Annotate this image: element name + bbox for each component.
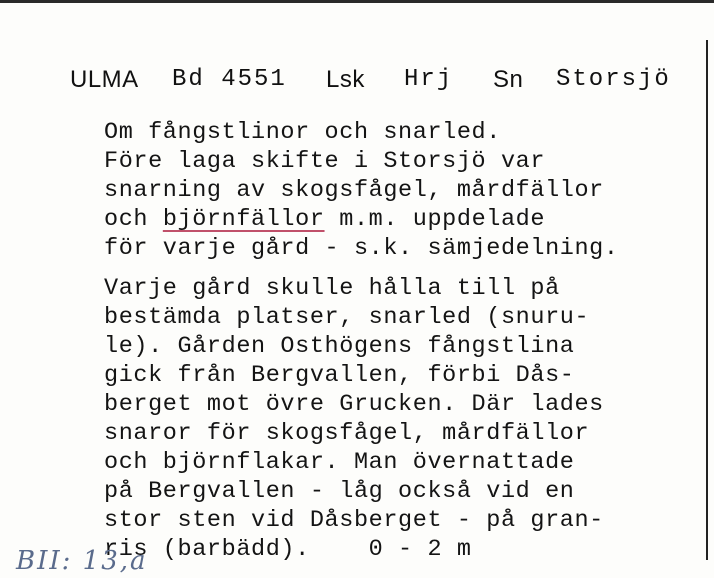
paragraph-2-line: le). Gården Osthögens fångstlina	[104, 333, 575, 360]
paragraph-1	[104, 118, 704, 263]
parish-name: Storsjö	[556, 66, 671, 93]
paragraph-2-line: gick från Bergvallen, förbi Dås-	[104, 362, 575, 389]
paragraph-2-line: ris (barbädd). 0 - 2 m	[104, 536, 472, 563]
landskap-label: Lsk	[326, 66, 365, 93]
paragraph-2-line: på Bergvallen - låg också vid en	[104, 478, 575, 505]
archive-code: ULMA	[70, 66, 139, 93]
paragraph-2-line: snaror för skogsfågel, mårdfällor	[104, 420, 590, 447]
paragraph-2-line: Varje gård skulle hålla till på	[104, 275, 560, 302]
harad-label: Hrj	[404, 66, 454, 93]
paragraph-1-line: Om fångstlinor och snarled.	[104, 119, 501, 146]
card-header	[0, 66, 714, 100]
paragraph-2-line: stor sten vid Dåsberget - på gran-	[104, 507, 604, 534]
paragraph-1-line: för varje gård - s.k. sämjedelning.	[104, 235, 619, 262]
card-right-edge	[706, 40, 708, 560]
line-text: och	[104, 206, 163, 233]
card-top-edge	[0, 0, 714, 3]
line-text: m.m. uppdelade	[324, 206, 546, 233]
paragraph-1-line	[104, 205, 704, 234]
socken-label: Sn	[493, 66, 524, 93]
volume-number: Bd 4551	[172, 66, 287, 93]
paragraph-2	[104, 274, 704, 564]
underlined-word: björnfällor	[162, 206, 325, 233]
paragraph-2-line: och björnflakar. Man övernattade	[104, 449, 575, 476]
paragraph-2-line: bestämda platser, snarled (snuru-	[104, 304, 590, 331]
paragraph-1-line: snarning av skogsfågel, mårdfällor	[104, 177, 604, 204]
handwritten-reference: BII: 13,a	[16, 546, 148, 576]
paragraph-1-line: Före laga skifte i Storsjö var	[104, 148, 546, 175]
paragraph-2-line: berget mot övre Grucken. Där lades	[104, 391, 604, 418]
